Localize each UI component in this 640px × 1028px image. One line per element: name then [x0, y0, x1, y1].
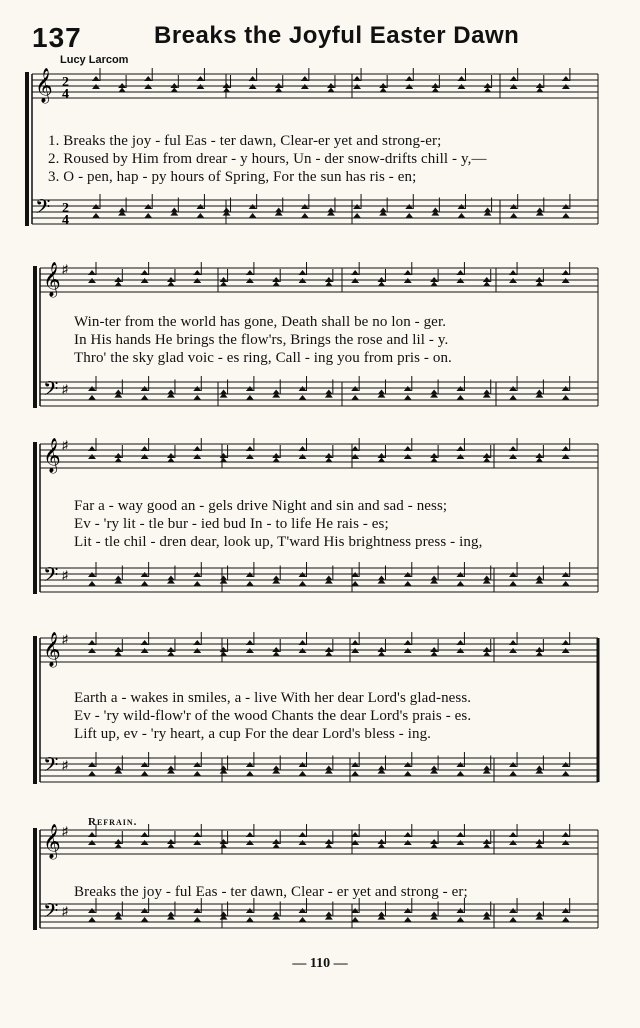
note-head: [167, 282, 175, 287]
note-head: [167, 844, 175, 849]
system-bracket: [33, 636, 37, 784]
note-head: [483, 844, 491, 849]
note-head: [351, 270, 359, 275]
note-head: [246, 446, 254, 451]
note-head: [118, 88, 126, 93]
note-head: [562, 76, 570, 81]
note-head: [377, 282, 385, 287]
note-head: [299, 446, 307, 451]
note-head: [404, 395, 412, 400]
system-bracket: [25, 72, 29, 226]
note-head: [114, 458, 122, 463]
note-head: [249, 213, 257, 218]
note-head: [299, 395, 307, 400]
note-head: [456, 832, 464, 837]
note-head: [193, 395, 201, 400]
note-head: [141, 270, 149, 275]
bass-clef-icon: 𝄢: [35, 195, 51, 223]
note-head: [144, 213, 152, 218]
note-head: [430, 844, 438, 849]
note-head: [377, 652, 385, 657]
note-head: [430, 282, 438, 287]
note-head: [167, 458, 175, 463]
note-head: [193, 640, 201, 645]
note-head: [249, 76, 257, 81]
note-head: [246, 917, 254, 922]
note-head: [562, 581, 570, 586]
note-head: [405, 76, 413, 81]
lyric-verse-3: Thro' the sky glad voic - es ring, Call - ing you from pris - on.: [74, 350, 452, 366]
note-head: [431, 88, 439, 93]
note-head: [509, 832, 517, 837]
note-head: [456, 581, 464, 586]
lyric-refrain: Breaks the joy - ful Eas - ter dawn, Clear - er yet and strong - er;: [74, 884, 468, 900]
note-head: [141, 917, 149, 922]
note-head: [114, 652, 122, 657]
note-head: [196, 213, 204, 218]
note-head: [325, 282, 333, 287]
note-head: [562, 213, 570, 218]
note-head: [404, 581, 412, 586]
note-head: [88, 581, 96, 586]
note-head: [562, 771, 570, 776]
note-head: [223, 88, 231, 93]
note-head: [141, 395, 149, 400]
note-head: [456, 640, 464, 645]
note-head: [299, 832, 307, 837]
note-head: [141, 640, 149, 645]
note-head: [509, 917, 517, 922]
sharp-icon: ♯: [62, 758, 68, 772]
bass-clef-icon: 𝄢: [43, 563, 59, 591]
note-head: [377, 458, 385, 463]
lyric-verse-2: Ev - 'ry wild-flow'r of the wood Chants the dear Lord's prais - es.: [74, 708, 472, 724]
author-credit: Lucy Larcom: [60, 54, 129, 66]
sharp-icon: ♯: [62, 824, 68, 838]
lyric-verse-1: Earth a - wakes in smiles, a - live With her dear Lord's glad-ness.: [74, 690, 472, 706]
note-head: [325, 844, 333, 849]
system-bracket: [33, 442, 37, 594]
lyric-verse-3: Lift up, ev - 'ry heart, a cup For the dear Lord's bless - ing.: [74, 726, 432, 742]
note-head: [299, 581, 307, 586]
note-head: [220, 458, 228, 463]
note-head: [272, 652, 280, 657]
note-head: [141, 771, 149, 776]
note-head: [114, 282, 122, 287]
system-bracket: [33, 828, 37, 930]
note-head: [193, 832, 201, 837]
note-head: [483, 458, 491, 463]
note-head: [92, 213, 100, 218]
note-head: [88, 640, 96, 645]
note-head: [193, 581, 201, 586]
note-head: [246, 771, 254, 776]
note-head: [562, 917, 570, 922]
hymn-title: Breaks the Joyful Easter Dawn: [154, 22, 520, 49]
treble-clef-icon: 𝄞: [43, 438, 61, 473]
note-head: [220, 652, 228, 657]
hymn-number: 137: [32, 22, 82, 53]
note-head: [562, 832, 570, 837]
note-head: [88, 917, 96, 922]
note-head: [141, 446, 149, 451]
music-system-5: [0, 818, 640, 958]
sharp-icon: ♯: [62, 568, 68, 582]
note-head: [193, 446, 201, 451]
note-head: [509, 581, 517, 586]
note-head: [510, 76, 518, 81]
note-head: [456, 270, 464, 275]
lyric-verse-1: Far a - way good an - gels drive Night and sin and sad - ness;: [74, 498, 448, 514]
note-head: [536, 88, 544, 93]
note-head: [299, 640, 307, 645]
note-head: [404, 270, 412, 275]
treble-clef-icon: 𝄞: [43, 262, 61, 297]
note-head: [562, 270, 570, 275]
note-head: [351, 395, 359, 400]
note-head: [88, 446, 96, 451]
note-head: [196, 76, 204, 81]
note-head: [272, 844, 280, 849]
note-head: [144, 76, 152, 81]
note-head: [246, 581, 254, 586]
lyric-verse-2: Ev - 'ry lit - tle bur - ied bud In - to life He rais - es;: [74, 516, 389, 532]
note-head: [193, 270, 201, 275]
music-system-2: [0, 250, 640, 440]
note-head: [510, 213, 518, 218]
bass-clef-icon: 𝄢: [43, 377, 59, 405]
note-head: [509, 771, 517, 776]
lyric-verse-2: 2. Roused by Him from drear - y hours, Un - der snow-drifts chill - y,—: [48, 151, 487, 167]
lyric-verse-1: Win-ter from the world has gone, Death shall be no lon - ger.: [74, 314, 447, 330]
note-head: [301, 213, 309, 218]
time-signature-bottom: 4: [62, 87, 69, 102]
sharp-icon: ♯: [62, 904, 68, 918]
note-head: [456, 395, 464, 400]
note-head: [404, 640, 412, 645]
music-system-1: [0, 60, 640, 260]
note-head: [456, 446, 464, 451]
bass-clef-icon: 𝄢: [43, 899, 59, 927]
note-head: [170, 88, 178, 93]
time-signature-top: 2: [62, 75, 69, 90]
lyric-verse-1: 1. Breaks the joy - ful Eas - ter dawn, Clear-er yet and strong-er;: [48, 133, 442, 149]
refrain-label: Refrain.: [88, 816, 138, 828]
note-head: [457, 213, 465, 218]
note-head: [353, 213, 361, 218]
treble-clef-icon: 𝄞: [35, 68, 53, 103]
note-head: [456, 771, 464, 776]
treble-clef-icon: 𝄞: [43, 824, 61, 859]
time-signature-bottom: 4: [62, 213, 69, 228]
note-head: [404, 917, 412, 922]
note-head: [484, 88, 492, 93]
note-head: [92, 76, 100, 81]
note-head: [299, 917, 307, 922]
note-head: [353, 76, 361, 81]
note-head: [246, 270, 254, 275]
note-head: [404, 832, 412, 837]
note-head: [325, 652, 333, 657]
note-head: [272, 282, 280, 287]
note-head: [351, 771, 359, 776]
note-head: [299, 771, 307, 776]
note-head: [88, 832, 96, 837]
note-head: [430, 652, 438, 657]
note-head: [509, 270, 517, 275]
note-head: [562, 395, 570, 400]
note-head: [141, 581, 149, 586]
treble-clef-icon: 𝄞: [43, 632, 61, 667]
note-head: [88, 270, 96, 275]
note-head: [535, 652, 543, 657]
note-head: [430, 458, 438, 463]
bass-clef-icon: 𝄢: [43, 753, 59, 781]
note-head: [141, 832, 149, 837]
sharp-icon: ♯: [62, 382, 68, 396]
lyric-verse-3: Lit - tle chil - dren dear, look up, T'ward His brightness press - ing,: [74, 534, 483, 550]
note-head: [88, 771, 96, 776]
note-head: [88, 395, 96, 400]
note-head: [457, 76, 465, 81]
note-head: [246, 640, 254, 645]
system-bracket: [33, 266, 37, 408]
note-head: [535, 458, 543, 463]
note-head: [325, 458, 333, 463]
note-head: [404, 446, 412, 451]
note-head: [562, 640, 570, 645]
page-number: — 110 —: [292, 956, 348, 971]
note-head: [220, 282, 228, 287]
music-system-3: [0, 432, 640, 622]
sharp-icon: ♯: [62, 632, 68, 646]
note-head: [246, 832, 254, 837]
note-head: [327, 88, 335, 93]
note-head: [483, 652, 491, 657]
note-head: [377, 844, 385, 849]
note-head: [272, 458, 280, 463]
note-head: [405, 213, 413, 218]
lyric-verse-2: In His hands He brings the flow'rs, Brings the rose and lil - y.: [74, 332, 449, 348]
sharp-icon: ♯: [62, 262, 68, 276]
note-head: [509, 446, 517, 451]
time-signature-top: 2: [62, 201, 69, 216]
note-head: [114, 844, 122, 849]
note-head: [509, 640, 517, 645]
sharp-icon: ♯: [62, 438, 68, 452]
note-head: [379, 88, 387, 93]
note-head: [509, 395, 517, 400]
note-head: [299, 270, 307, 275]
note-head: [220, 844, 228, 849]
note-head: [301, 76, 309, 81]
note-head: [456, 917, 464, 922]
note-head: [193, 771, 201, 776]
note-head: [193, 917, 201, 922]
note-head: [246, 395, 254, 400]
note-head: [483, 282, 491, 287]
lyric-verse-3: 3. O - pen, hap - py hours of Spring, For the sun has ris - en;: [48, 169, 417, 185]
music-system-4: [0, 622, 640, 812]
note-head: [535, 282, 543, 287]
note-head: [167, 652, 175, 657]
note-head: [535, 844, 543, 849]
note-head: [351, 640, 359, 645]
note-head: [562, 446, 570, 451]
note-head: [404, 771, 412, 776]
note-head: [275, 88, 283, 93]
